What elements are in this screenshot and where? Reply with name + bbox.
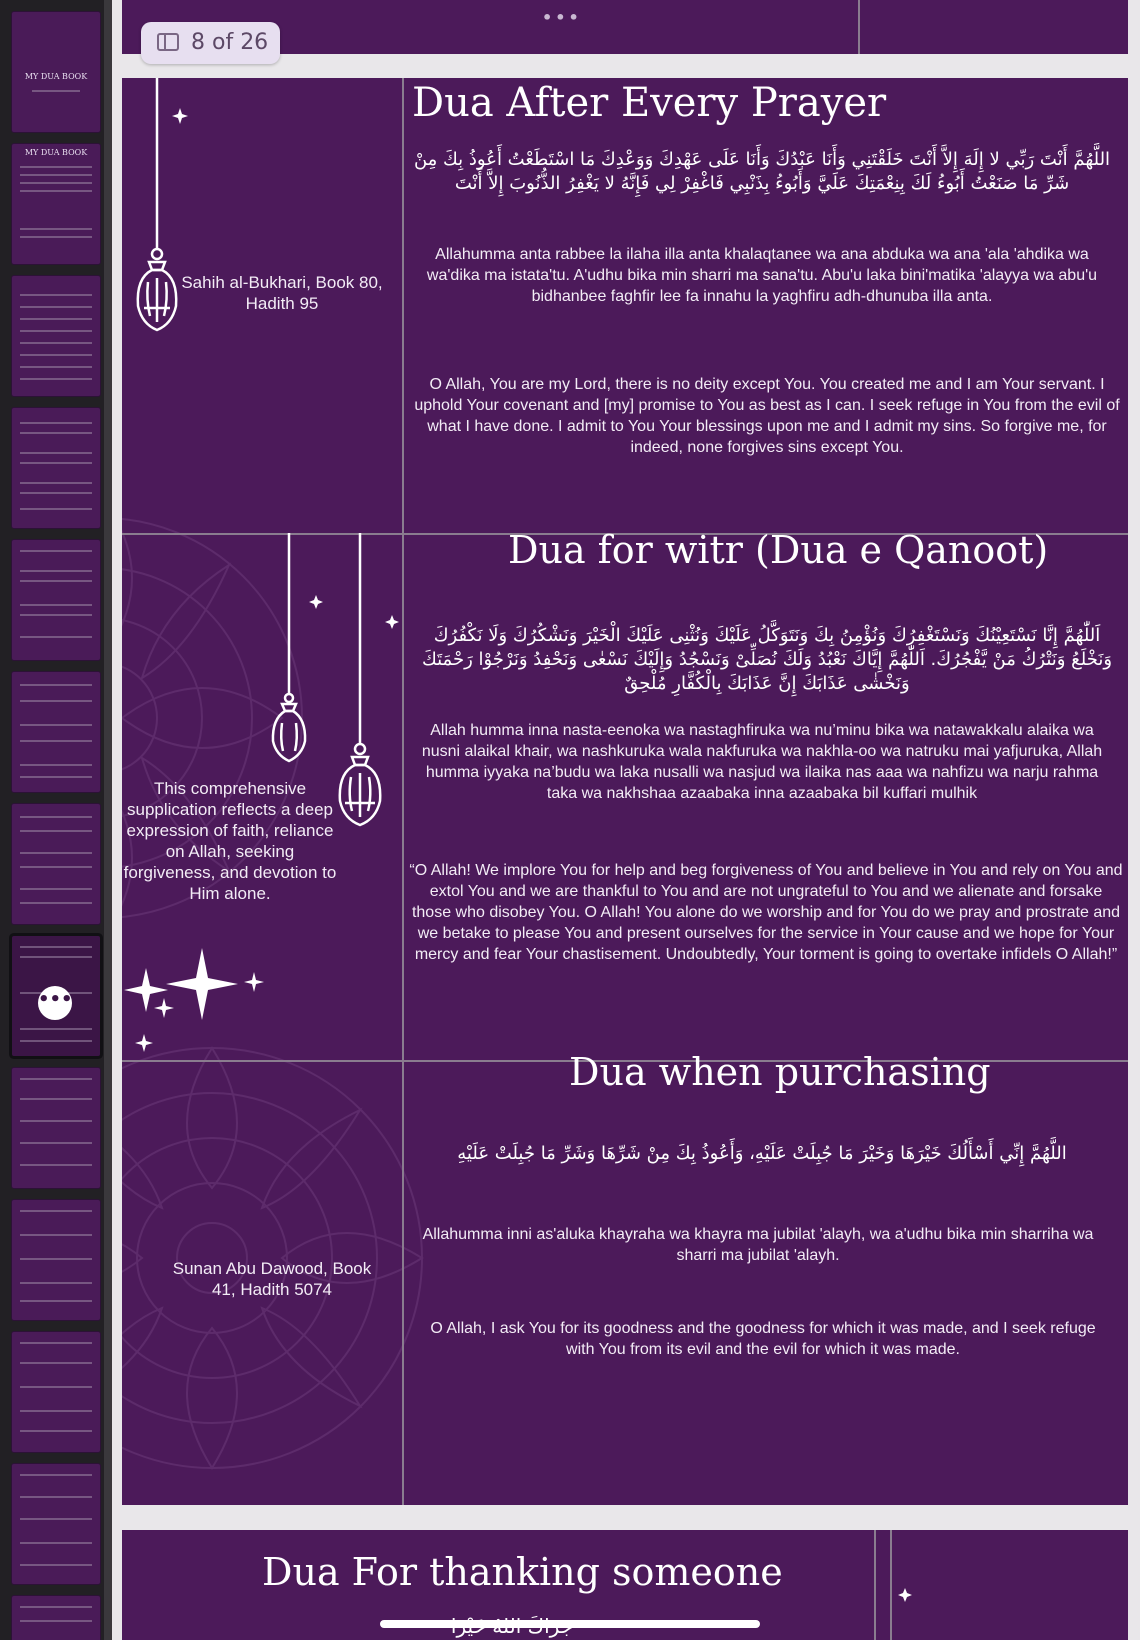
thumbnail-page-13[interactable] [12, 1596, 100, 1640]
translation-text: O Allah, You are my Lord, there is no deity except You. You created me and I am Your servant. I uphold Your covenant and [my] promise to You as best as I can. I seek refuge in You from the evil of what I have done. I admit to You Your blessings upon me and I admit my sins. So forgive me, for indeed, none forgives sins except You. [414, 376, 1120, 456]
sparkle-decoration [122, 78, 402, 1060]
section-title-after-prayer: Dua After Every Prayer [412, 80, 887, 126]
page-indicator-label: 8 of 26 [191, 30, 269, 55]
thumbnail-page-1[interactable] [12, 12, 100, 132]
thumbnail-page-2[interactable] [12, 144, 100, 264]
page-indicator[interactable] [141, 22, 280, 64]
page-options-button[interactable]: ••• [542, 8, 582, 27]
current-page [122, 78, 1128, 1505]
sidebar-scrollbar[interactable] [104, 0, 112, 1640]
transliteration-text: Allah humma inna nasta-eenoka wa nastaghfiruka wa nu’minu bika wa natawakkalu alaika wa nusni alaikal khair, wa nashkuruka wala nakfuruka wa nakhla-oo wa natruku mai yafjuruka, Allah humma iyyaka na’budu wa laka nusalli wa nasjud wa ilaika nas aaa wa nahfizu wa narju rahma taka wa nakhshaa azaabaka inna azaabaka bil kuffari mulhik [421, 722, 1103, 802]
divider [874, 1530, 876, 1640]
section-title-witr: Dua for witr (Dua e Qanoot) [508, 528, 1049, 572]
sparkle-decoration [890, 1580, 920, 1610]
transliteration-text: Allahumma anta rabbee la ilaha illa anta khalaqtanee wa ana abduka wa ana 'ala 'ahdika wa wa'dika ma istata'tu. A'udhu bika min sharri ma sana'tu. Abu'u laka bini'matika 'alayya wa abu'u bidhanbee faghfir lee fa innahu la yaghfiru adh-dhunuba illa anta. [426, 246, 1098, 305]
arabic-text: اللَّهُمَّ إِنِّي أَسْأَلُكَ خَيْرَهَا وَخَيْرَ مَا جُبِلَتْ عَلَيْهِ، وَأَعُوذُ بِكَ مِنْ شَرِّهَا وَشَرِّ مَا جُبِلَتْ عَلَيْهِ [457, 1143, 1067, 1164]
thumbnail-options-button[interactable]: ••• [38, 986, 72, 1020]
thumbnail-page-3[interactable] [12, 276, 100, 396]
arabic-text: اللَّهُمَّ أَنْتَ رَبِّي لا إِلَهَ إِلاَّ أَنْتَ خَلَقْتَنِي وَأَنَا عَبْدُكَ وَأَنَا عَلَى عَهْدِكَ وَوَعْدِكَ مَا اسْتَطَعْتُ أَعُوذُ بِكَ مِنْ شَرِّ مَا صَنَعْتُ أَبُوءُ لَكَ بِنِعْمَتِكَ عَلَيَّ وَأَبُوءُ بِذَنْبِي فَاغْفِرْ لِي فَإِنَّهُ لا يَغْفِرُ الذُّنُوبَ إِلاَّ أَنْتَ [413, 149, 1111, 194]
translation-text: O Allah, I ask You for its goodness and the goodness for which it was made, and I seek refuge with You from its evil and the evil for which it was made. [430, 1320, 1096, 1358]
thumbnail-page-9[interactable] [12, 1068, 100, 1188]
supplication-note: This comprehensive supplication reflects a deep expression of faith, reliance on Allah, seeking forgiveness, and devotion to Him alone. [123, 779, 337, 903]
hadith-source: Sunan Abu Dawood, Book 41, Hadith 5074 [172, 1259, 372, 1299]
section-title-thanking: Dua For thanking someone [262, 1550, 783, 1594]
transliteration-text: Allahumma inni as'aluka khayraha wa khayra ma jubilat 'alayh, wa a'udhu bika min sharriha wa sharri ma jubilat 'alayh. [422, 1226, 1094, 1264]
translation-text: “O Allah! We implore You for help and beg forgiveness of You and believe in You and rely on You and extol You and we are thankful to You and are not ungrateful to You and we alienate and forsake those who disobey You. O Allah! You alone do we worship and for You do we pray and prostrate and we betake to please You and present ourselves for the service in Your cause and we hope for Your mercy and fear Your chastisement. Undoubtedly, Your torment is going to overtake infidels O Allah!” [409, 862, 1123, 963]
thumbnail-page-6[interactable] [12, 672, 100, 792]
thumbnail-sidebar[interactable] [0, 0, 112, 1640]
home-indicator[interactable] [380, 1620, 760, 1628]
arabic-text: اَللّٰهُمَّ إِنَّا نَسْتَعِيْنُكَ وَنَسْتَغْفِرُكَ وَنُؤْمِنُ بِكَ وَنَتَوَكَّلُ عَلَيْكَ وَنُثْنِى عَلَيْكَ الْخَيْرَ وَنَشْكُرُكَ وَلَا نَكْفُرُكَ وَنَخْلَعُ وَنَتْرُكُ مَنْ يَّفْجُرُكَ. اَللّٰهُمَّ إِيَّاكَ نَعْبُدُ وَلَكَ نُصَلِّىْ وَنَسْجُدُ وَإِلَيْكَ نَسْعٰى وَنَحْفِدُ وَنَرْجُوْا رَحْمَتَكَ وَنَخْشٰى عَذَابَكَ إِنَّ عَذَابَكَ بِالْكُفَّارِ مُلْحِقٌ [421, 625, 1113, 694]
sidebar-toggle-icon [157, 33, 179, 51]
thumbnail-page-11[interactable] [12, 1332, 100, 1452]
thumbnail-page-5[interactable] [12, 540, 100, 660]
hadith-source: Sahih al-Bukhari, Book 80, Hadith 95 [181, 273, 383, 313]
thumbnail-title: MY DUA BOOK [24, 72, 88, 81]
section-title-purchasing: Dua when purchasing [569, 1050, 991, 1094]
thumbnail-page-7[interactable] [12, 804, 100, 924]
thumbnail-page-12[interactable] [12, 1464, 100, 1584]
thumbnail-title: MY DUA BOOK [24, 148, 88, 157]
column-divider [402, 78, 404, 1505]
divider [858, 0, 860, 54]
thumbnail-page-4[interactable] [12, 408, 100, 528]
thumbnail-page-10[interactable] [12, 1200, 100, 1320]
